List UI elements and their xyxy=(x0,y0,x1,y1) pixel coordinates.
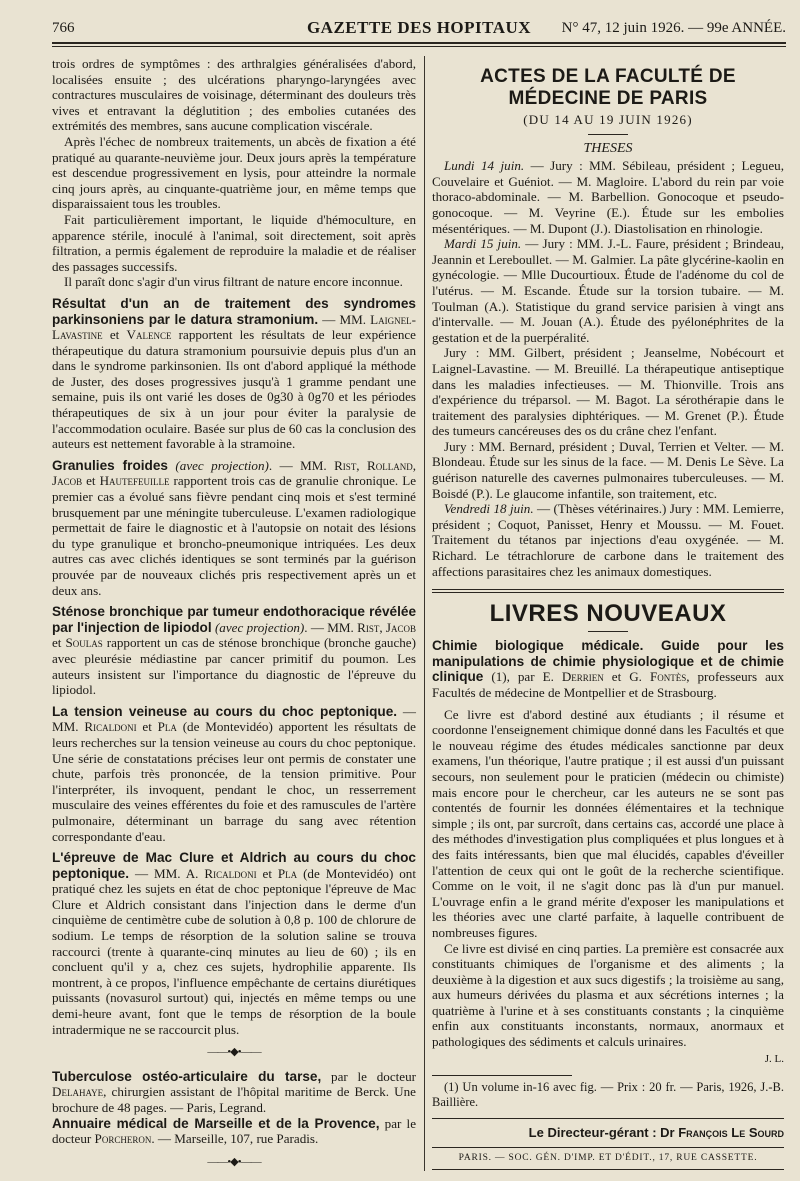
text: . — MM. xyxy=(304,619,358,635)
text: . — MM. xyxy=(268,457,335,473)
text: et xyxy=(82,473,100,489)
paragraph: Il paraît donc s'agir d'un virus filtrant de nature encore inconnue. xyxy=(64,274,403,290)
author: Rist, Rolland, Jacob xyxy=(52,457,417,489)
review-paragraph: Ce livre est divisé en cinq parties. La première est consacrée aux constituants chimiques de l'organisme et des aliments ; la deuxième à la digestion et aux sucs digestifs ; la troisième au sang, aux humeurs dérivées du plasma et aux sécrétions internes ; la quatrième à l'urine et à ses constituants constants ; la cinquième enfin aux constituants inconstants, normaux, anormaux et pathologiques des sédiments et calculs urinaires. xyxy=(432,940,784,1050)
theses-vendredi xyxy=(432,501,784,579)
text: et xyxy=(52,635,66,651)
author: Pla xyxy=(277,865,298,881)
article-mac-clure xyxy=(52,850,416,1037)
ornament-divider: ——•◆•—— xyxy=(207,1046,261,1059)
article-title: Granulies froides xyxy=(52,457,168,473)
section-double-rule xyxy=(432,589,784,593)
director-line xyxy=(432,1118,784,1141)
issue-info: N° 47, 12 juin 1926. — 99e ANNÉE. xyxy=(561,20,786,36)
text: et G. xyxy=(603,669,650,685)
text: et xyxy=(102,327,127,343)
book-heading xyxy=(432,638,784,700)
article-title: Résultat d'un an de traitement des syndromes parkinsoniens par le datura stramonium. xyxy=(52,295,416,327)
theses-lundi xyxy=(432,158,784,236)
text: , chirurgien assistant de l'hôpital maritime de Berck. Une brochure de 48 pages. — Paris, Legrand. xyxy=(52,1084,416,1115)
author: Porcheron xyxy=(94,1131,152,1147)
book-title: Chimie biologique médicale. Guide pour les manipulations de chimie physiologique et de chimie clinique xyxy=(432,638,784,685)
page-number: 766 xyxy=(52,20,75,36)
book-title: Annuaire médical de Marseille et de la Provence, xyxy=(52,1115,380,1131)
author: Ricaldoni xyxy=(84,719,137,735)
paragraph: Fait particulièrement important, le liquide d'hémoculture, en apparence stérile, inoculé à l'animal, soit directement, soit après filtration, a permis également de reproduire la maladie et de réaliser des passages successifs. xyxy=(52,211,416,274)
text: — Jury : MM. J.-L. Faure, président ; Brindeau, Jeannin et Lereboullet. — M. Galmier. La pâte glycérine-kaolin en gynécologie. — Mlle Ducourtioux. Étude de l'adénome du col de l'utérus. — M. Escande. Étude sur la torsion tubaire. — M. Toulman (A.). Statistique du grand service parisien à vingt ans d'intervalle. — M. Jouan (A.). Étude des pyélonéphrites de la gestation et de la puerpéralité. xyxy=(432,236,784,345)
author: Rist, Jacob xyxy=(357,619,416,635)
text: — MM. xyxy=(318,311,371,327)
text: — (Thèses vétérinaires.) Jury : MM. Lemierre, président ; Coquot, Panisset, Henry et Moussu. — M. Fouet. Traitement du tétanos par injections d'eau oxygénée. — M. Richard. Le tétrachlorure de carbone dans le traitement des affections parasitaires chez les animaux domestiques. xyxy=(432,501,784,579)
article-stenose xyxy=(52,604,416,698)
book-notice xyxy=(52,1116,416,1147)
page-header xyxy=(52,14,786,44)
text: et xyxy=(136,719,158,735)
text: . — Marseille, 107, rue Paradis. xyxy=(151,1131,319,1147)
article-body: rapportent trois cas de granulie chronique. Le premier cas a évolué sans fièvre pendant cinq mois et s'est terminé brusquement par une méningite tuberculeuse. L'examen radiologique permettait de faire le diagnostic et à l'autopsie on notait des lésions du type granulique et broncho-pneumonique intriquées. Les deux autres cas avec clichés identiques se sont terminés par la guérison prouvée par de nouveaux clichés pris respectivement après un et deux ans. xyxy=(52,473,416,598)
right-column xyxy=(432,56,784,1170)
article-body: rapportent les résultats de leur expérience thérapeutique du datura stramonium poursuivie depuis plus d'un an dans le syndrome parkinsonien. Ils ont d'abord appliqué la méthode de Juster, des doses progressives jusqu'à 1 gramme pendant une semaine, puis ils ont varié les doses de 0g30 à 0g70 et les périodes thérapeutiques de six à un jour pour éviter la paralysie de l'accommodation oculaire. Basée sur plus de 60 cas la conclusion des auteurs est nettement favorable à la stramoine. xyxy=(52,327,416,452)
text: — Jury : MM. Sébileau, président ; Legueu, Couvelaire et Guéniot. — M. Magloire. L'abord du rein par voie thoraco-abdominale. — M. Barbellion. Gonocoque et pseudo-gonocoque. — M. Veyrine (E.). Étude sur les embolies mésentériques. — M. Dupont (J.). Diastolisation en rhinologie. xyxy=(432,158,784,236)
date: Mardi 15 juin. xyxy=(444,236,522,252)
left-column xyxy=(52,56,416,1178)
article-body: rapportent un cas de sténose bronchique (bronche gauche) avec pleurésie médiastine par cancer primitif du poumon. Les auteurs insistent sur l'importance du diagnostic de l'épreuve du lipiodol. xyxy=(52,635,416,698)
director-label: Le Directeur-gérant : Dr xyxy=(528,1125,679,1141)
author: Fontès xyxy=(649,669,687,685)
header-rule xyxy=(52,46,786,47)
livres-title: LIVRES NOUVEAUX xyxy=(489,600,727,628)
footnote-rule xyxy=(432,1075,572,1076)
article-body: (de Montevidéo) apportent les résultats de leurs recherches sur la tension veineuse au cours du choc peptonique. Une série de constatations précises leur ont permis de constater une chute, parfois très prononcée, de la tension primitive. Pour l'interpréter, ils invoquent, pendant le choc, un resserrement musculaire des veines efférentes du foie et des ramuscules de l'artère pulmonaire, déterminant un barrage du sang avec rétention correspondante d'eau. xyxy=(52,719,416,844)
article-title: La tension veineuse au cours du choc peptonique. xyxy=(52,703,398,719)
article-body: (de Montevidéo) ont pratiqué chez les sujets en état de choc peptonique l'épreuve de Mac Clure et Aldrich consistant dans l'injection dans le derme d'un cinquième de centimètre cube de solution à 0,8 p. 100 de chlorure de sodium. Le temps de résorption de la solution saline se trouva raccourci (trente à quarante-cinq minutes au lieu de 60) ; ils en concluent qu'il y a, chez ces sujets, hydrophilie apparente. Ils montrent, à ce propos, l'influence empêchante de certains diurétiques puissants (novasurol surtout) qui, injectés en même temps ou une demi-heure avant, font que le temps de résorption de la boule intradermique ne se raccourcit plus. xyxy=(52,865,416,1037)
theses-heading: THESES xyxy=(583,140,633,156)
date: Vendredi 18 juin. xyxy=(444,501,534,517)
review-signature: J. L. xyxy=(764,1052,784,1065)
footnote: (1) Un volume in-16 avec fig. — Prix : 20 fr. — Paris, 1926, J.-B. Baillière. xyxy=(432,1080,784,1110)
footnote-ref: (1) xyxy=(483,669,507,685)
text: , par E. xyxy=(506,669,562,685)
article-title: L'épreuve de Mac Clure et Aldrich au cours du choc peptonique. xyxy=(52,850,416,881)
text: et xyxy=(256,865,278,881)
article-parkinson xyxy=(52,296,416,452)
text: par le docteur xyxy=(321,1068,416,1084)
review-paragraph: Ce livre est d'abord destiné aux étudiants ; il résume et coordonne l'enseignement chimique donné dans les Facultés et que le nouveau régime des études médicales sanctionne par deux examens, l'un théorique, l'autre pratique ; il est aussi d'un puissant secours, non seulement pour le praticien (médecin ou chimiste) mais encore pour le chercheur, car les auteurs ne se sont pas contentés de fournir les données élémentaires et la technique simple ; ils ont, par surcroît, dans certains cas, accordé une place à des méthodes d'investigation plus compliquées et plus longues et à des faits intéressants, bien que mal élucidés, capables d'éveiller l'attention de ceux qui ont le goût de la recherche scientifique. Comme on le voit, il ne s'agit donc pas là d'un pur manuel. L'ouvrage enfin a le grand mérite d'exposer les manipulations et les théories avec une clarté parfaite, à laquelle contribuent de nombreuses figures. xyxy=(432,706,784,940)
theses-mardi xyxy=(432,236,784,345)
author: Valence xyxy=(126,327,172,343)
theses-jury: Jury : MM. Bernard, président ; Duval, Terrien et Velter. — M. Blondeau. Étude sur les sinus de la face. — M. Denis Le Sève. La guérison naturelle des cavernes pulmonaires tuberculeuses. — M. Boisdé (P.). Le glaucome infantile, son traitement, etc. xyxy=(432,438,784,501)
book-notice xyxy=(52,1069,416,1116)
director-name: François Le Sourd xyxy=(678,1125,784,1141)
article-granulies xyxy=(52,458,416,598)
author: Pla xyxy=(157,719,177,735)
ornament-divider: ——•◆•—— xyxy=(207,1155,261,1168)
author: Soulas xyxy=(65,635,103,651)
short-rule xyxy=(588,134,628,135)
theses-jury: Jury : MM. Gilbert, président ; Jeanselme, Nobécourt et Laignel-Lavastine. — M. Breuillé. La thérapeutique antiseptique dans les maladies infectieuses. — M. Thionville. Trois ans d'expérience du tréparsol. — M. Bagot. La sérothérapie dans le traitement des paralysies diphtériques. — M. Grenet (P.). Étude des tumeurs cancéreuses des os du crâne chez l'enfant. xyxy=(432,345,784,439)
book-title: Tuberculose ostéo-articulaire du tarse, xyxy=(52,1068,322,1084)
article-note: (avec projection) xyxy=(214,619,305,635)
section-subtitle: (DU 14 AU 19 JUIN 1926) xyxy=(523,112,693,127)
section-title: ACTES DE LA FACULTÉ DE MÉDECINE DE PARIS xyxy=(480,66,736,109)
article-note: (avec projection) xyxy=(175,457,269,473)
short-rule xyxy=(588,631,628,632)
journal-title: GAZETTE DES HOPITAUX xyxy=(306,18,532,37)
text: par le docteur xyxy=(52,1115,417,1147)
article-title: Sténose bronchique par tumeur endothoracique révélée par l'injection de lipiodol xyxy=(52,604,416,635)
author: Derrien xyxy=(561,669,604,685)
author: Ricaldoni xyxy=(204,865,257,881)
paragraph: Après l'échec de nombreux traitements, un abcès de fixation a été pratiqué au quarante-neuvième jour. Deux jours après la température est descendue progressivement en lysis, pour atteindre la normale cinq jours après, au cinquante-quatrième jour, en même temps que disparaissaient tous les troubles. xyxy=(52,133,416,212)
author: Hautefeuille xyxy=(99,473,170,489)
author: Delahaye xyxy=(52,1084,104,1100)
date: Lundi 14 juin. xyxy=(444,158,525,174)
text: — MM. xyxy=(52,703,416,735)
column-divider xyxy=(424,56,425,1171)
imprint-line: PARIS. — SOC. GÉN. D'IMP. ET D'ÉDIT., 17, RUE CASSETTE. xyxy=(432,1147,784,1171)
article-tension xyxy=(52,704,416,844)
text: , professeurs aux Facultés de médecine de Montpellier et de Strasbourg. xyxy=(432,669,785,700)
text: — MM. A. xyxy=(129,865,205,881)
paragraph: trois ordres de symptômes : des arthralgies généralisées d'abord, localisées ensuite ; des ulcérations pharyngo-laryngées avec contractures musculaires de voisinage, déterminant des douleurs très vives et entravant la déglutition ; des embolies cutanées des extrémités des membres, sans aucune complication viscérale. xyxy=(52,56,416,134)
author: Laignel-Lavastine xyxy=(52,311,416,343)
